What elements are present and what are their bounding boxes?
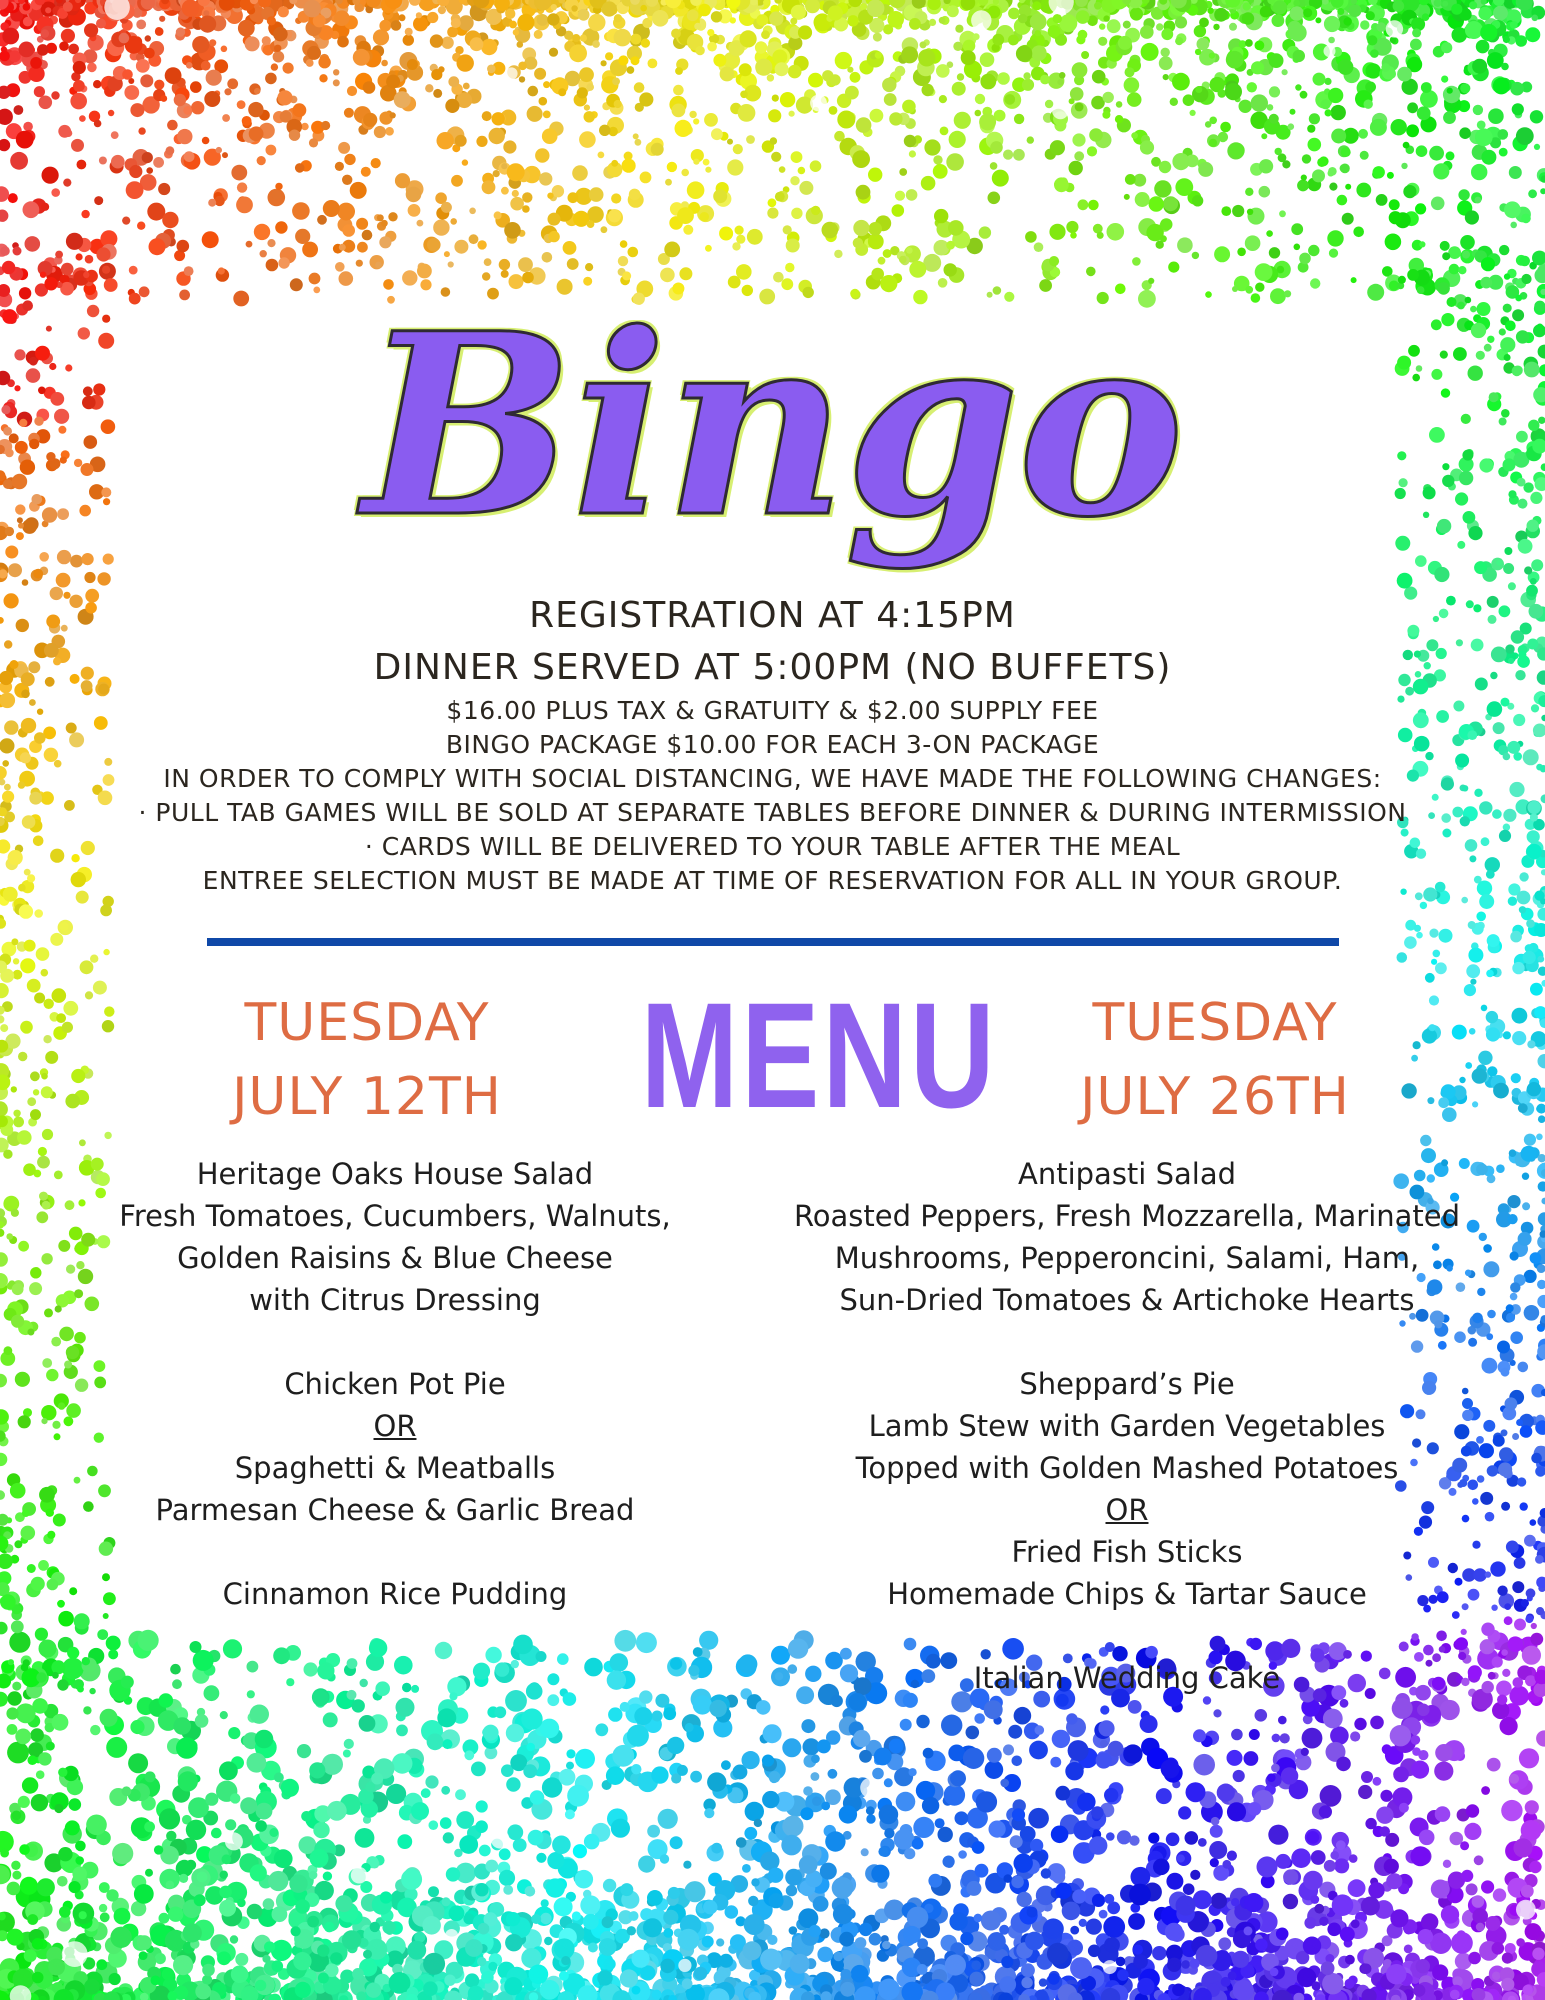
right-salad-desc: Sun-Dried Tomatoes & Artichoke Hearts — [839, 1283, 1415, 1317]
dinner-time: DINNER SERVED AT 5:00PM (NO BUFFETS) — [373, 647, 1172, 688]
pull-tab-notice: · PULL TAB GAMES WILL BE SOLD AT SEPARATE TABLES BEFORE DINNER & DURING INTERMISSION — [138, 798, 1407, 827]
left-menu — [25, 1153, 765, 1615]
left-salad-desc: Golden Raisins & Blue Cheese — [177, 1241, 613, 1275]
entree-notice: ENTREE SELECTION MUST BE MADE AT TIME OF RESERVATION FOR ALL IN YOUR GROUP. — [202, 866, 1343, 895]
left-or: OR — [373, 1409, 417, 1443]
right-salad-desc: Mushrooms, Pepperoncini, Salami, Ham, — [834, 1241, 1420, 1275]
left-salad-name: Heritage Oaks House Salad — [196, 1157, 594, 1191]
right-menu — [757, 1153, 1497, 1699]
registration-time: REGISTRATION AT 4:15PM — [529, 595, 1016, 636]
left-entree-1: Chicken Pot Pie — [284, 1367, 506, 1401]
right-day: TUESDAY — [1092, 993, 1338, 1053]
left-salad-desc: with Citrus Dressing — [249, 1283, 541, 1317]
left-entree-2: Spaghetti & Meatballs — [234, 1451, 556, 1485]
right-entree-2: Fried Fish Sticks — [1011, 1535, 1243, 1569]
distancing-notice: IN ORDER TO COMPLY WITH SOCIAL DISTANCING, WE HAVE MADE THE FOLLOWING CHANGES: — [163, 764, 1382, 793]
package-line: BINGO PACKAGE $10.00 FOR EACH 3-ON PACKAGE — [445, 730, 1100, 759]
left-entree-2-desc: Parmesan Cheese & Garlic Bread — [155, 1493, 635, 1527]
left-dessert: Cinnamon Rice Pudding — [222, 1577, 568, 1611]
left-day: TUESDAY — [244, 993, 490, 1053]
left-salad-desc: Fresh Tomatoes, Cucumbers, Walnuts, — [119, 1199, 671, 1233]
right-entree-2-desc: Homemade Chips & Tartar Sauce — [887, 1577, 1367, 1611]
price-line: $16.00 PLUS TAX & GRATUITY & $2.00 SUPPLY FEE — [446, 696, 1099, 725]
bingo-title: Bingo — [362, 278, 1183, 572]
right-entree-1-desc: Topped with Golden Mashed Potatoes — [855, 1451, 1399, 1485]
cards-notice: · CARDS WILL BE DELIVERED TO YOUR TABLE AFTER THE MEAL — [364, 832, 1181, 861]
right-entree-1-desc: Lamb Stew with Garden Vegetables — [868, 1409, 1386, 1443]
right-date: JULY 26TH — [1080, 1067, 1350, 1127]
right-dessert: Italian Wedding Cake — [973, 1661, 1281, 1695]
right-salad-name: Antipasti Salad — [1018, 1157, 1236, 1191]
left-date: JULY 12TH — [232, 1067, 502, 1127]
right-entree-1: Sheppard’s Pie — [1019, 1367, 1235, 1401]
right-or: OR — [1105, 1493, 1149, 1527]
right-salad-desc: Roasted Peppers, Fresh Mozzarella, Marinated — [793, 1199, 1461, 1233]
section-divider — [207, 938, 1339, 946]
menu-heading: MENU — [640, 971, 998, 1139]
